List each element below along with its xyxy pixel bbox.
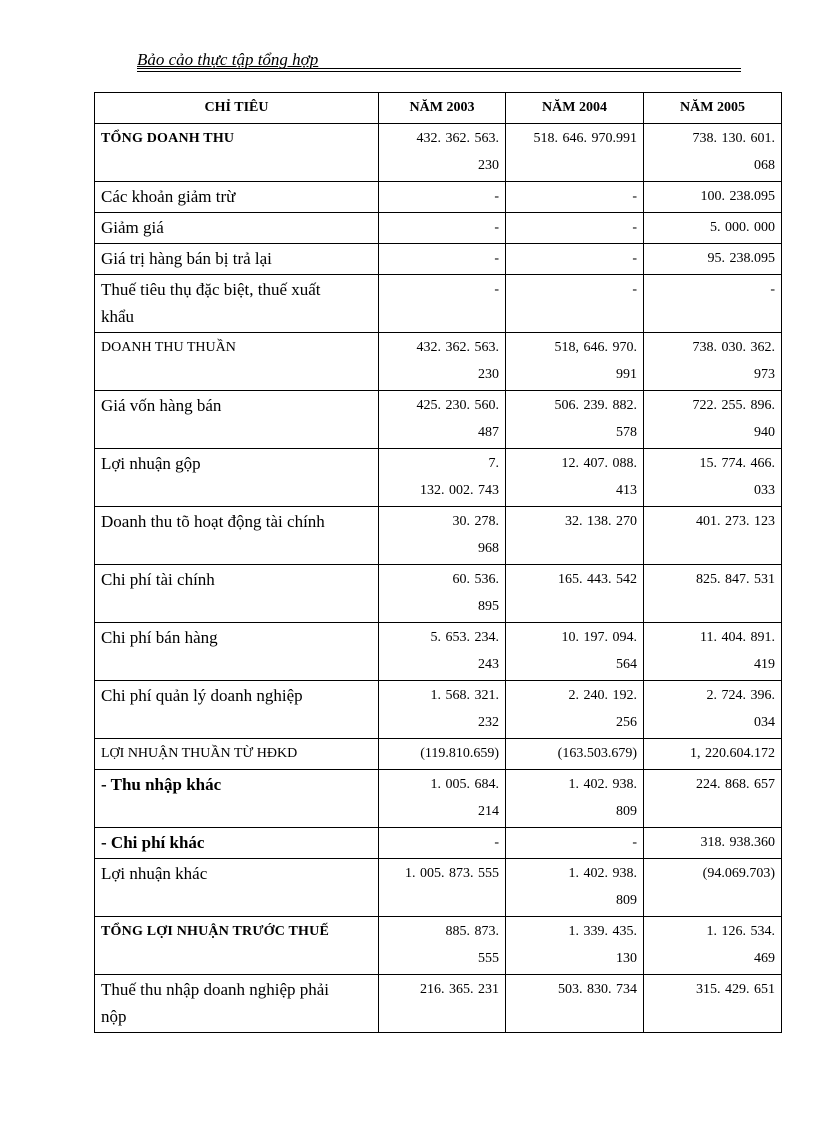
value-2003: 1. 005. 873. 555 [379,859,506,917]
row-label: Các khoản giảm trừ [95,182,379,213]
value-2005: 2. 724. 396. 034 [644,681,782,739]
value-2004: 2. 240. 192. 256 [506,681,644,739]
table-row [95,770,782,828]
table-row [95,333,782,391]
table-row [95,681,782,739]
table-row [95,275,782,333]
report-title: Bảo cảo thực tập tổng hợp [137,50,319,69]
value-2003: 60. 536. 895 [379,565,506,623]
value-2004: - [506,213,644,244]
table-row [95,859,782,917]
value-2005: 5. 000. 000 [644,213,782,244]
value-2003: - [379,275,506,333]
value-2005: 11. 404. 891. 419 [644,623,782,681]
row-label: Giá vốn hàng bán [95,391,379,449]
header-rule-top [137,68,741,69]
column-header-2004: NĂM 2004 [506,93,644,124]
value-2004: - [506,182,644,213]
value-2004: 32. 138. 270 [506,507,644,565]
table-row [95,739,782,770]
table-row [95,507,782,565]
value-2004: 1. 402. 938. 809 [506,770,644,828]
column-header-item: CHỈ TIÊU [95,93,379,124]
row-label: Giá trị hàng bán bị trả lại [95,244,379,275]
value-2003: 885. 873. 555 [379,917,506,975]
table-row [95,623,782,681]
value-2005: 95. 238.095 [644,244,782,275]
value-2003: 30. 278. 968 [379,507,506,565]
row-label: Chi phí tài chính [95,565,379,623]
value-2005: 224. 868. 657 [644,770,782,828]
column-header-2003: NĂM 2003 [379,93,506,124]
table-row [95,975,782,1033]
value-2003: - [379,828,506,859]
value-2003: - [379,213,506,244]
header-rule-bottom [137,71,741,72]
row-label: TỔNG DOANH THU [95,124,379,182]
value-2003: - [379,182,506,213]
table-row [95,124,782,182]
value-2005: - [644,275,782,333]
value-2004: 518, 646. 970. 991 [506,333,644,391]
value-2004: 1. 339. 435. 130 [506,917,644,975]
column-header-2005: NĂM 2005 [644,93,782,124]
table-row [95,182,782,213]
table-row [95,244,782,275]
value-2003: 425. 230. 560. 487 [379,391,506,449]
value-2004: 10. 197. 094. 564 [506,623,644,681]
value-2004: 506. 239. 882. 578 [506,391,644,449]
value-2003: 1. 005. 684. 214 [379,770,506,828]
row-label: - Chi phí khác [95,828,379,859]
table-header-row [95,93,782,124]
table-row [95,828,782,859]
value-2005: 722. 255. 896. 940 [644,391,782,449]
value-2005: 738. 130. 601. 068 [644,124,782,182]
table-row [95,565,782,623]
value-2004: 503. 830. 734 [506,975,644,1033]
value-2005: (94.069.703) [644,859,782,917]
value-2005: 1, 220.604.172 [644,739,782,770]
row-label: Chi phí quản lý doanh nghiệp [95,681,379,739]
row-label: Thuế thu nhập doanh nghiệp phải nộp [95,975,379,1033]
value-2004: 1. 402. 938. 809 [506,859,644,917]
value-2004: - [506,244,644,275]
row-label: Lợi nhuận khác [95,859,379,917]
value-2003: 5. 653. 234. 243 [379,623,506,681]
value-2003: 432. 362. 563. 230 [379,333,506,391]
row-label: LỢI NHUẬN THUẦN TỪ HĐKD [95,739,379,770]
value-2003: - [379,244,506,275]
value-2004: 518. 646. 970.991 [506,124,644,182]
row-label: - Thu nhập khác [95,770,379,828]
value-2005: 315. 429. 651 [644,975,782,1033]
value-2003: (119.810.659) [379,739,506,770]
income-statement-table [94,92,782,1033]
table-row [95,213,782,244]
value-2005: 1. 126. 534. 469 [644,917,782,975]
value-2004: 12. 407. 088. 413 [506,449,644,507]
value-2003: 216. 365. 231 [379,975,506,1033]
row-label: DOANH THU THUẦN [95,333,379,391]
value-2005: 318. 938.360 [644,828,782,859]
value-2005: 738. 030. 362. 973 [644,333,782,391]
value-2003: 432. 362. 563. 230 [379,124,506,182]
value-2005: 401. 273. 123 [644,507,782,565]
value-2004: - [506,275,644,333]
value-2005: 825. 847. 531 [644,565,782,623]
value-2004: 165. 443. 542 [506,565,644,623]
row-label: Chi phí bán hàng [95,623,379,681]
table-row [95,449,782,507]
value-2005: 15. 774. 466. 033 [644,449,782,507]
row-label: Lợi nhuận gộp [95,449,379,507]
row-label: Doanh thu tõ hoạt động tài chính [95,507,379,565]
value-2003: 1. 568. 321. 232 [379,681,506,739]
value-2004: - [506,828,644,859]
row-label: TỔNG LỢI NHUẬN TRƯỚC THUẾ [95,917,379,975]
value-2003: 7. 132. 002. 743 [379,449,506,507]
row-label: Thuế tiêu thụ đặc biệt, thuế xuất khẩu [95,275,379,333]
value-2005: 100. 238.095 [644,182,782,213]
row-label: Giảm giá [95,213,379,244]
table-row [95,391,782,449]
table-row [95,917,782,975]
value-2004: (163.503.679) [506,739,644,770]
